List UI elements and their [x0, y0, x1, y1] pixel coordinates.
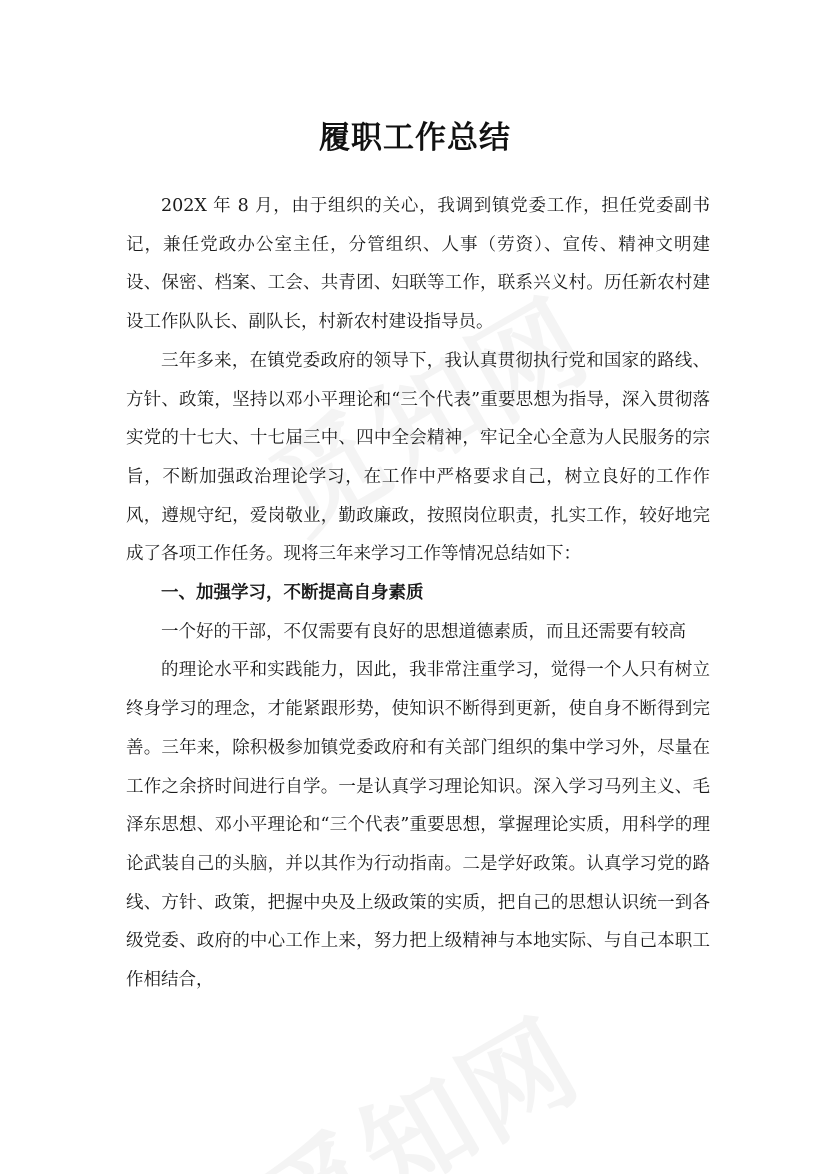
paragraph-overview: 三年多来，在镇党委政府的领导下，我认真贯彻执行党和国家的路线、方针、政策，坚持以邓小平理论和“三个代表”重要思想为指导，深入贯彻落实党的十七大、十七届三中、四中全会精神，牢记全心全意为人民服务的宗旨，不断加强政治理论学习，在工作中严格要求自己，树立良好的工作作风，遵规守纪，爱岗敬业，勤政廉政，按照岗位职责，扎实工作，较好地完成了各项工作任务。现将三年来学习工作等情况总结如下： — [126, 350, 710, 565]
watermark-text — [228, 975, 603, 1174]
section-heading: 一、加强学习，不断提高自身素质 — [161, 583, 424, 604]
paragraph-study-start: 一个好的干部，不仅需要有良好的思想道德素质，而且还需要有较高 — [161, 621, 686, 642]
paragraph-study-continued: 的理论水平和实践能力，因此，我非常注重学习，觉得一个人只有树立终身学习的理念，才能紧跟形势，使知识不断得到更新，使自身不断得到完善。三年来，除积极参加镇党委政府和有关部门组织的集中学习外，尽量在工作之余挤时间进行自学。一是认真学习理论知识。深入学习马列主义、毛泽东思想、邓小平理论和“三个代表”重要思想，掌握理论实质，用科学的理论武装自己的头脑，并以其作为行动指南。二是学好政策。认真学习党的路线、方针、政策，把握中央及上级政策的实质，把自己的思想认识统一到各级党委、政府的中心工作上来，努力把上级精神与本地实际、与自己本职工作相结合， — [126, 660, 710, 991]
document-title: 履职工作总结 — [319, 120, 511, 156]
paragraph-intro: 202X 年 8 月，由于组织的关心，我调到镇党委工作，担任党委副书记，兼任党政办公室主任，分管组织、人事（劳资）、宣传、精神文明建设、保密、档案、工会、共青团、妇联等工作，联系兴义村。历任新农村建设工作队队长、副队长，村新农村建设指导员。 — [126, 196, 710, 333]
document-body — [126, 187, 710, 1000]
